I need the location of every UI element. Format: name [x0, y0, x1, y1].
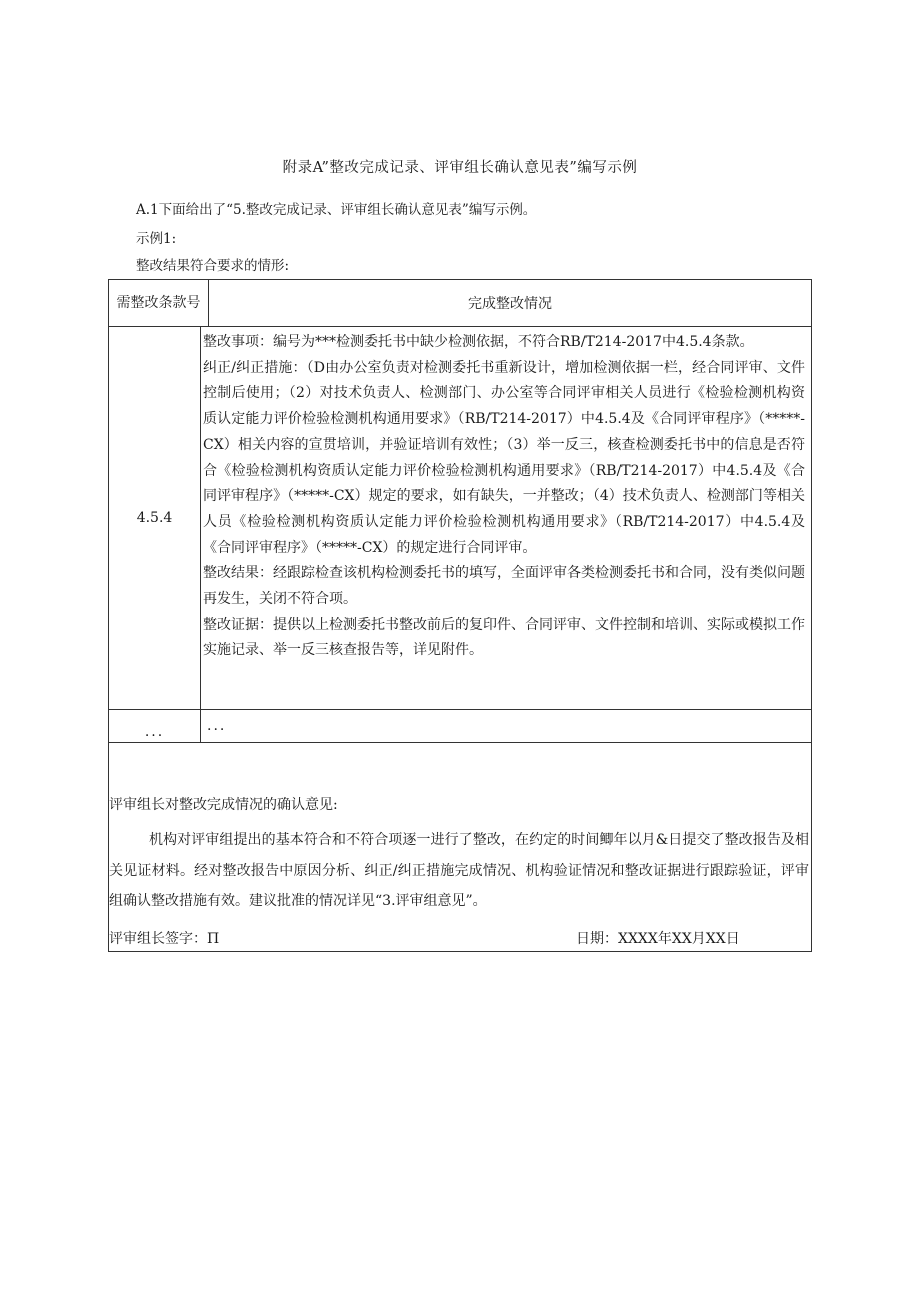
situation-label: 整改结果符合要求的情形: [136, 258, 290, 274]
rectification-issue: 整改事项：编号为***检测委托书中缺少检测依据，不符合RB/T214-2017中4.5.4条款。 [203, 334, 754, 350]
confirmation-body: 机构对评审组提出的基本符合和不符合项逐一进行了整改，在约定的时间鲫年以月&日提交了整改报告及相关见证材料。经对整改报告中原因分析、纠正/纠正措施完成情况、机构验证情况和整改证据进行跟踪验证，评审组确认整改措施有效。建议批准的情况详见“3.评审组意见”。 [109, 832, 809, 909]
corrective-actions: 纠正/纠正措施：（D由办公室负责对检测委托书重新设计，增加检测依据一栏，经合同评审、文件控制后使用；（2）对技术负责人、检测部门、办公室等合同评审相关人员进行《检验检测机构资质认定能力评价检验检测机构通用要求》（RB/T214-2017）中4.5.4及《合同评审程序》（*****-CX）相关内容的宣贯培训，并验证培训有效性；（3）举一反三，核查检测委托书中的信息是否符合《检验检测机构资质认定能力评价检验检测机构通用要求》（RB/T214-2017）中4.5.4及《合同评审程序》（*****-CX）规定的要求，如有缺失，一并整改；（4）技术负责人、检测部门等相关人员《检验检测机构资质认定能力评价检验检测机构通用要求》（RB/T214-2017）中4.5.4及《合同评审程序》（*****-CX）的规定进行合同评审。 [203, 359, 805, 556]
rectification-evidence: 整改证据：提供以上检测委托书整改前后的复印件、合同评审、文件控制和培训、实际或模拟工作实施记录、举一反三核查报告等，详见附件。 [203, 616, 805, 659]
table-row-ellipsis [109, 710, 811, 743]
header-clause: 需整改条款号 [109, 280, 209, 326]
leader-signature: 评审组长签字：Π [109, 931, 220, 947]
ellipsis-left: ... [109, 710, 201, 742]
clause-number: 4.5.4 [109, 327, 201, 709]
confirmation-heading: 评审组长对整改完成情况的确认意见: [109, 797, 338, 813]
confirmation-section [109, 743, 811, 951]
intro-paragraph: A.1下面给出了“5.整改完成记录、评审组长确认意见表”编写示例。 [136, 202, 537, 218]
document-title: 附录A”整改完成记录、评审组长确认意见表”编写示例 [282, 160, 638, 176]
confirmation-date: 日期：XXXX年XX月XX日 [576, 931, 740, 947]
rectification-result: 整改结果：经跟踪检查该机构检测委托书的填写，全面评审各类检测委托书和合同，没有类似问题再发生，关闭不符合项。 [203, 565, 805, 608]
ellipsis-right: ... [207, 718, 227, 734]
rectification-detail [201, 327, 811, 709]
rectification-table [108, 279, 812, 952]
table-header-row [109, 280, 811, 327]
table-row [109, 327, 811, 710]
example-label: 示例1: [136, 231, 177, 247]
header-status: 完成整改情况 [468, 296, 552, 312]
